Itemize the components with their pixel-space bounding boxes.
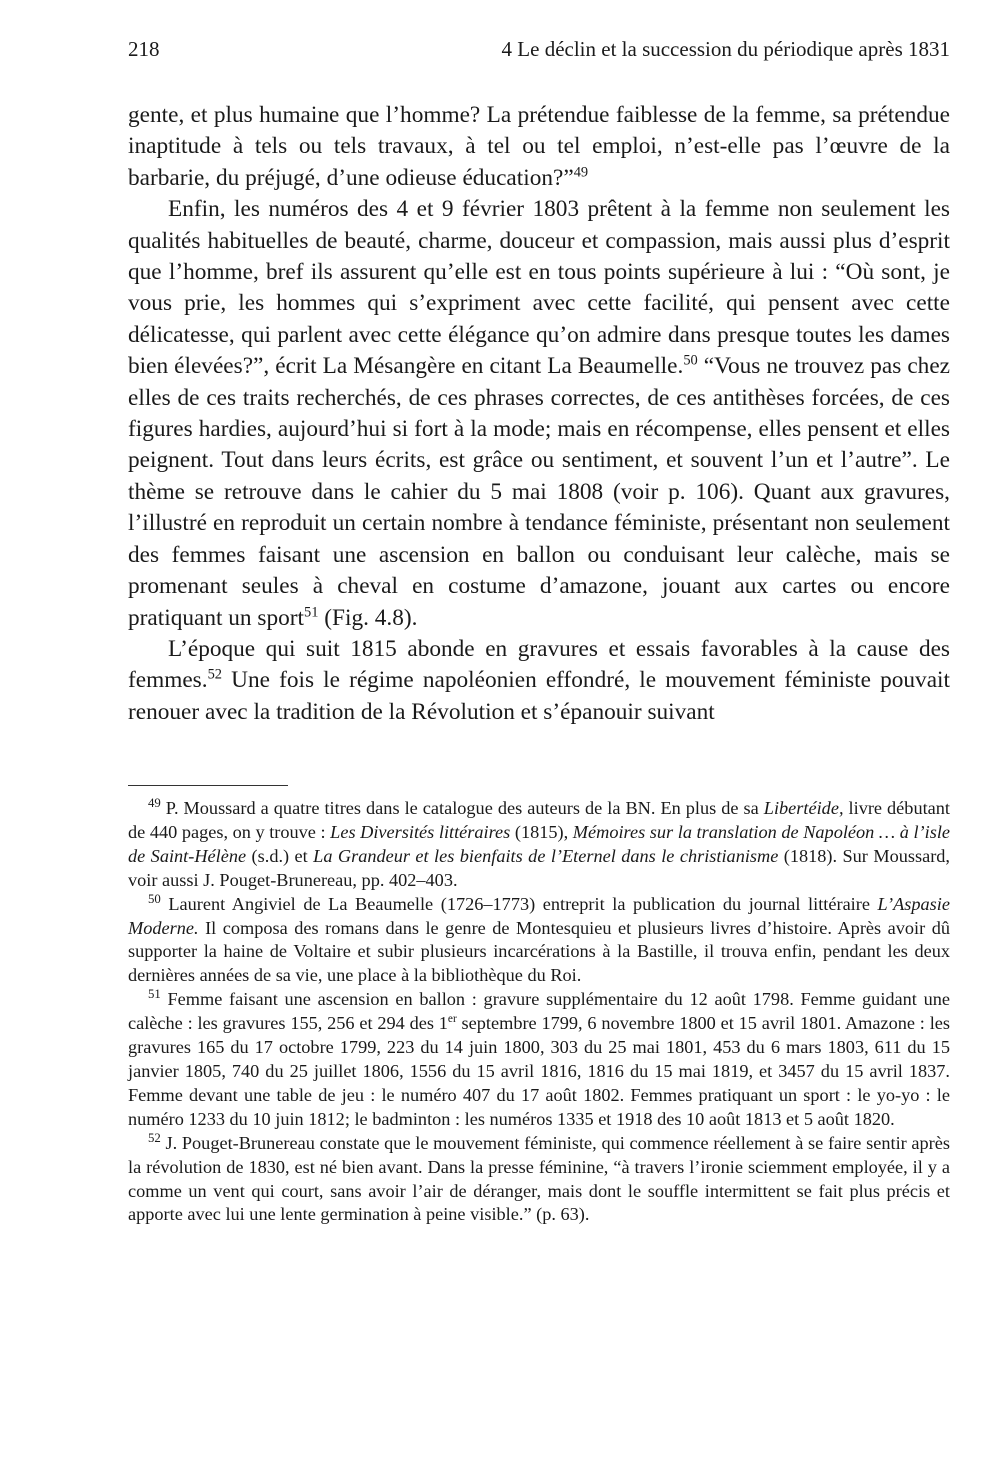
paragraph-2-text-b: “Vous ne trouvez pas chez elles de ces traits recherchés, de ces phrases correctes, de ces antithèses forcées, de ces figures hardies, aujourd’hui si fort à la mode; mais en récompense, elles pensent et elles peignent. Tout dans leurs écrits, est grâce ou sentiment, et souvent l’un et l’autre”. Le thème se retrouve dans le cahier du 5 mai 1808 (voir p. 106). Quant aux gravures, l’illustré en reproduit un certain nombre à tendance féministe, présentant non seulement des femmes faisant une ascension en ballon ou conduisant leur calèche, mais se promenant seules à cheval en costume d’amazone, jouant aux cartes ou encore pratiquant un sport	[128, 353, 950, 631]
paragraph-3	[128, 634, 950, 728]
paragraph-2	[128, 194, 950, 634]
footnote-number: 49	[148, 795, 161, 810]
footnote-text: Femme faisant une ascension en ballon : gravure supplémentaire du 12 août 1798. Femme guidant une calèche : les gravures 155, 256 et 294 des 1	[128, 989, 950, 1034]
footnote-ref-49: 49	[573, 164, 589, 181]
footnote-text: Laurent Angiviel de La Beaumelle (1726–1773) entreprit la publication du journal littéraire	[160, 893, 878, 914]
footnote-text: septembre 1799, 6 novembre 1800 et 15 avril 1801. Amazone : les gravures 165 du 17 octobre 1799, 223 du 14 juin 1800, 303 du 25 mai 1801, 453 du 6 mars 1803, 611 du 15 janvier 1805, 740 du 25 juillet 1806, 1556 du 15 avril 1816, 1816 du 15 mai 1819, et 3457 du 15 avril 1837. Femme devant une table de jeu : le numéro 407 du 17 août 1802. Femmes pratiquant un sport : le yo-yo : le numéro 1233 du 10 juin 1812; le badminton : les numéros 1335 et 1918 des 10 août 1813 et 5 août 1820.	[128, 1013, 950, 1129]
footnote-50	[128, 893, 950, 989]
footnote-52	[128, 1132, 950, 1228]
footnote-number: 52	[148, 1130, 161, 1145]
page-number: 218	[128, 37, 160, 61]
footnote-text: (s.d.) et	[246, 845, 314, 866]
footnote-text: Il composa des romans dans le genre de Montesquieu et plusieurs livres d’histoire. Après avoir dû supporter la haine de Voltaire et subir plusieurs incarcérations à la Bastille, il trouva enfin, pendant les deux dernières années de sa vie, une place à la bibliothèque du Roi.	[128, 917, 950, 986]
footnote-title: L’Aspasie Moderne.	[128, 893, 950, 938]
footnote-49	[128, 797, 950, 893]
footnote-number: 51	[148, 987, 161, 1002]
running-head	[128, 34, 950, 64]
paragraph-2-text-c: (Fig. 4.8).	[318, 604, 418, 631]
footnote-text: J. Pouget-Brunereau constate que le mouvement féministe, qui commence réellement à se faire sentir après la révolution de 1830, est né bien avant. Dans la presse féminine, “à travers l’ironie sciemment employée, il y a comme un vent qui court, sans avoir l’air de déranger, mais dont le souffle intermittent se fait plus précis et apporte avec lui une lente germination à peine visible.” (p. 63).	[128, 1132, 950, 1225]
footnote-separator	[128, 785, 288, 786]
paragraph-3-text-b: Une fois le régime napoléonien effondré, le mouvement féministe pouvait renouer avec la tradition de la Révolution et s’épanouir suivant	[128, 667, 950, 725]
footnote-text: (1818). Sur Moussard, voir aussi J. Pouget-Brunereau, pp. 402–403.	[128, 845, 950, 890]
footnote-text: (1815),	[510, 821, 573, 842]
paragraph-3-text-a: L’époque qui suit 1815 abonde en gravures et essais favorables à la cause des femmes.	[128, 635, 950, 694]
footnote-text: livre débutant de 440 pages, on y trouve :	[128, 798, 950, 842]
footnote-title: La Grandeur et les bienfaits de l’Eternel dans le christianisme	[313, 845, 779, 866]
footnote-ref-52: 52	[207, 666, 223, 683]
ordinal-superscript: er	[447, 1013, 457, 1026]
footnote-title: Les Diversités littéraires	[330, 821, 511, 842]
footnote-number: 50	[148, 891, 161, 906]
paragraph-2-text-a: Enfin, les numéros des 4 et 9 février 1803 prêtent à la femme non seulement les qualités habituelles de beauté, charme, douceur et compassion, mais aussi plus d’esprit que l’homme, bref ils assurent qu’elle est en tous points supérieure à lui : “Où sont, je vous prie, les hommes qui s’expriment avec cette facilité, qui pensent avec cette délicatesse, qui parlent avec cette élégance qu’on admire dans presque toutes les dames bien élevées?”, écrit La Mésangère en citant La Beaumelle.	[128, 196, 950, 380]
footnote-ref-51: 51	[304, 603, 319, 620]
footnotes	[128, 797, 950, 1227]
paragraph-1-text: gente, et plus humaine que l’homme? La prétendue faiblesse de la femme, sa prétendue inaptitude à tels ou tels travaux, à tel ou tel emploi, n’est-elle pas l’œuvre de la barbarie, du préjugé, d’une odieuse éducation?”	[128, 102, 950, 191]
footnote-title: Mémoires sur la translation de Napoléon … à l’isle de Saint-Hélène	[128, 821, 951, 866]
footnote-text: P. Moussard a quatre titres dans le catalogue des auteurs de la BN. En plus de sa	[160, 798, 764, 818]
footnote-ref-50: 50	[683, 352, 698, 369]
chapter-title: 4 Le déclin et la succession du périodique après 1831	[501, 37, 950, 61]
main-text	[128, 100, 950, 728]
footnote-title: Libertéide,	[763, 798, 844, 818]
paragraph-1	[128, 100, 950, 194]
footnote-51	[128, 988, 950, 1131]
